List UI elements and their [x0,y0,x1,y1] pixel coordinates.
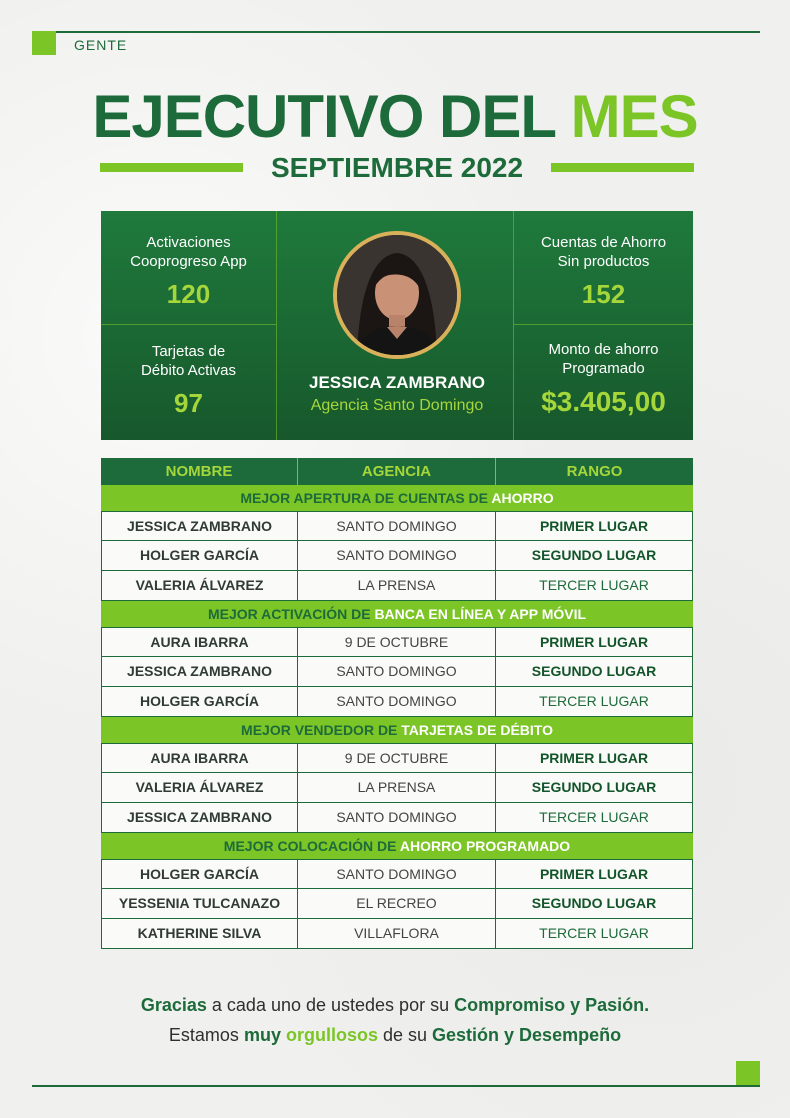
thanks-text: Estamos [168,1025,244,1045]
cell-agency: SANTO DOMINGO [298,541,496,571]
stat-label-line1: Tarjetas de [151,343,226,360]
bottom-rule [32,1085,760,1087]
subtitle-bar-left [100,163,243,172]
cell-rank: PRIMER LUGAR [496,511,693,541]
cell-agency: EL RECREO [298,889,496,919]
cell-agency: SANTO DOMINGO [298,511,496,541]
employee-photo [333,231,461,359]
cell-rank: SEGUNDO LUGAR [496,541,693,571]
stats-panel [101,211,693,440]
subtitle-bar-right [551,163,694,172]
stat-label-line1: Cuentas de Ahorro [540,234,667,251]
cell-agency: VILLAFLORA [298,919,496,949]
stat-savings-accounts [514,233,693,310]
stats-divider-h-right [514,324,693,325]
cell-rank: PRIMER LUGAR [496,743,693,773]
cell-name: AURA IBARRA [101,743,298,773]
table-row [101,657,693,687]
cell-agency: SANTO DOMINGO [298,803,496,833]
cell-name: HOLGER GARCÍA [101,687,298,717]
cell-agency: SANTO DOMINGO [298,687,496,717]
table-row [101,571,693,601]
stat-label-line2: Cooprogreso App [130,253,247,270]
category-heading-b: TARJETAS DE DÉBITO [401,722,553,738]
cell-rank: SEGUNDO LUGAR [496,657,693,687]
category-group [101,511,693,601]
header-name: NOMBRE [101,458,298,485]
cell-agency: SANTO DOMINGO [298,657,496,687]
top-rule [32,31,760,33]
cell-name: VALERIA ÁLVAREZ [101,571,298,601]
employee-agency: Agencia Santo Domingo [310,397,484,414]
stat-programmed-savings [514,340,693,418]
ranking-table [101,458,693,949]
cell-rank: PRIMER LUGAR [496,859,693,889]
table-row [101,687,693,717]
stats-divider-h-left [101,324,276,325]
table-row [101,803,693,833]
thanks-highlight: Compromiso y Pasión. [454,995,650,1015]
cell-name: AURA IBARRA [101,627,298,657]
stat-label-line1: Activaciones [146,234,231,251]
category-heading-a: MEJOR VENDEDOR DE [241,722,402,738]
category-heading-a: MEJOR ACTIVACIÓN DE [207,606,375,622]
table-row [101,627,693,657]
subtitle-band [100,150,694,186]
category-group [101,859,693,949]
table-row [101,743,693,773]
thanks-word: Gracias [140,995,207,1015]
title-part-2: MES [570,83,698,150]
table-row [101,773,693,803]
top-accent-square [32,31,56,55]
bottom-accent-square [736,1061,760,1085]
cell-name: JESSICA ZAMBRANO [101,511,298,541]
cell-rank: SEGUNDO LUGAR [496,773,693,803]
cell-rank: SEGUNDO LUGAR [496,889,693,919]
category-heading-b: AHORRO [491,490,554,506]
cell-agency: 9 DE OCTUBRE [298,627,496,657]
cell-rank: TERCER LUGAR [496,571,693,601]
table-row [101,919,693,949]
table-row [101,859,693,889]
stat-value: $3.405,00 [541,386,666,417]
table-row [101,541,693,571]
cell-agency: SANTO DOMINGO [298,859,496,889]
category-group [101,743,693,833]
stat-label-line2: Sin productos [557,253,650,270]
cell-agency: 9 DE OCTUBRE [298,743,496,773]
cell-name: JESSICA ZAMBRANO [101,803,298,833]
stat-value: 97 [174,388,203,418]
page-title [0,82,790,152]
cell-rank: TERCER LUGAR [496,919,693,949]
stat-value: 152 [581,279,626,309]
cell-agency: LA PRENSA [298,571,496,601]
cell-agency: LA PRENSA [298,773,496,803]
table-header [101,458,693,485]
header-rank: RANGO [566,463,623,480]
category-heading [101,485,693,511]
table-row [101,889,693,919]
thanks-message [0,990,790,1050]
cell-name: HOLGER GARCÍA [101,859,298,889]
stat-app-activations [101,233,276,310]
thanks-line-2 [0,1020,790,1050]
cell-rank: TERCER LUGAR [496,803,693,833]
category-heading [101,833,693,859]
category-group [101,627,693,717]
cell-name: VALERIA ÁLVAREZ [101,773,298,803]
category-heading-a: MEJOR COLOCACIÓN DE [223,838,400,854]
table-row [101,511,693,541]
thanks-highlight: Gestión y Desempeño [432,1025,622,1045]
subtitle: SEPTIEMBRE 2022 [270,152,524,183]
thanks-highlight: muy [243,1025,281,1045]
category-heading-a: MEJOR APERTURA DE CUENTAS DE [240,490,492,506]
cell-name: HOLGER GARCÍA [101,541,298,571]
category-heading [101,717,693,743]
header-agency: AGENCIA [298,458,496,485]
stat-debit-cards [101,342,276,419]
cell-name: KATHERINE SILVA [101,919,298,949]
thanks-highlight: orgullosos [285,1025,378,1045]
stat-value: 120 [166,279,211,309]
stat-label-line1: Monto de ahorro [548,341,659,358]
cell-rank: TERCER LUGAR [496,687,693,717]
thanks-text: a cada uno de ustedes por su [206,995,455,1015]
cell-name: YESSENIA TULCANAZO [101,889,298,919]
section-tag: GENTE [74,37,128,53]
thanks-text: de su [377,1025,433,1045]
thanks-line-1 [0,990,790,1020]
employee-name: JESSICA ZAMBRANO [309,373,485,392]
title-part-1: EJECUTIVO DEL [92,83,555,150]
category-heading-b: BANCA EN LÍNEA Y APP MÓVIL [374,606,587,622]
category-heading-b: AHORRO PROGRAMADO [399,838,571,854]
category-heading [101,601,693,627]
stat-label-line2: Programado [562,360,645,377]
cell-name: JESSICA ZAMBRANO [101,657,298,687]
stat-label-line2: Débito Activas [140,362,237,379]
portrait-icon [337,235,457,355]
cell-rank: PRIMER LUGAR [496,627,693,657]
